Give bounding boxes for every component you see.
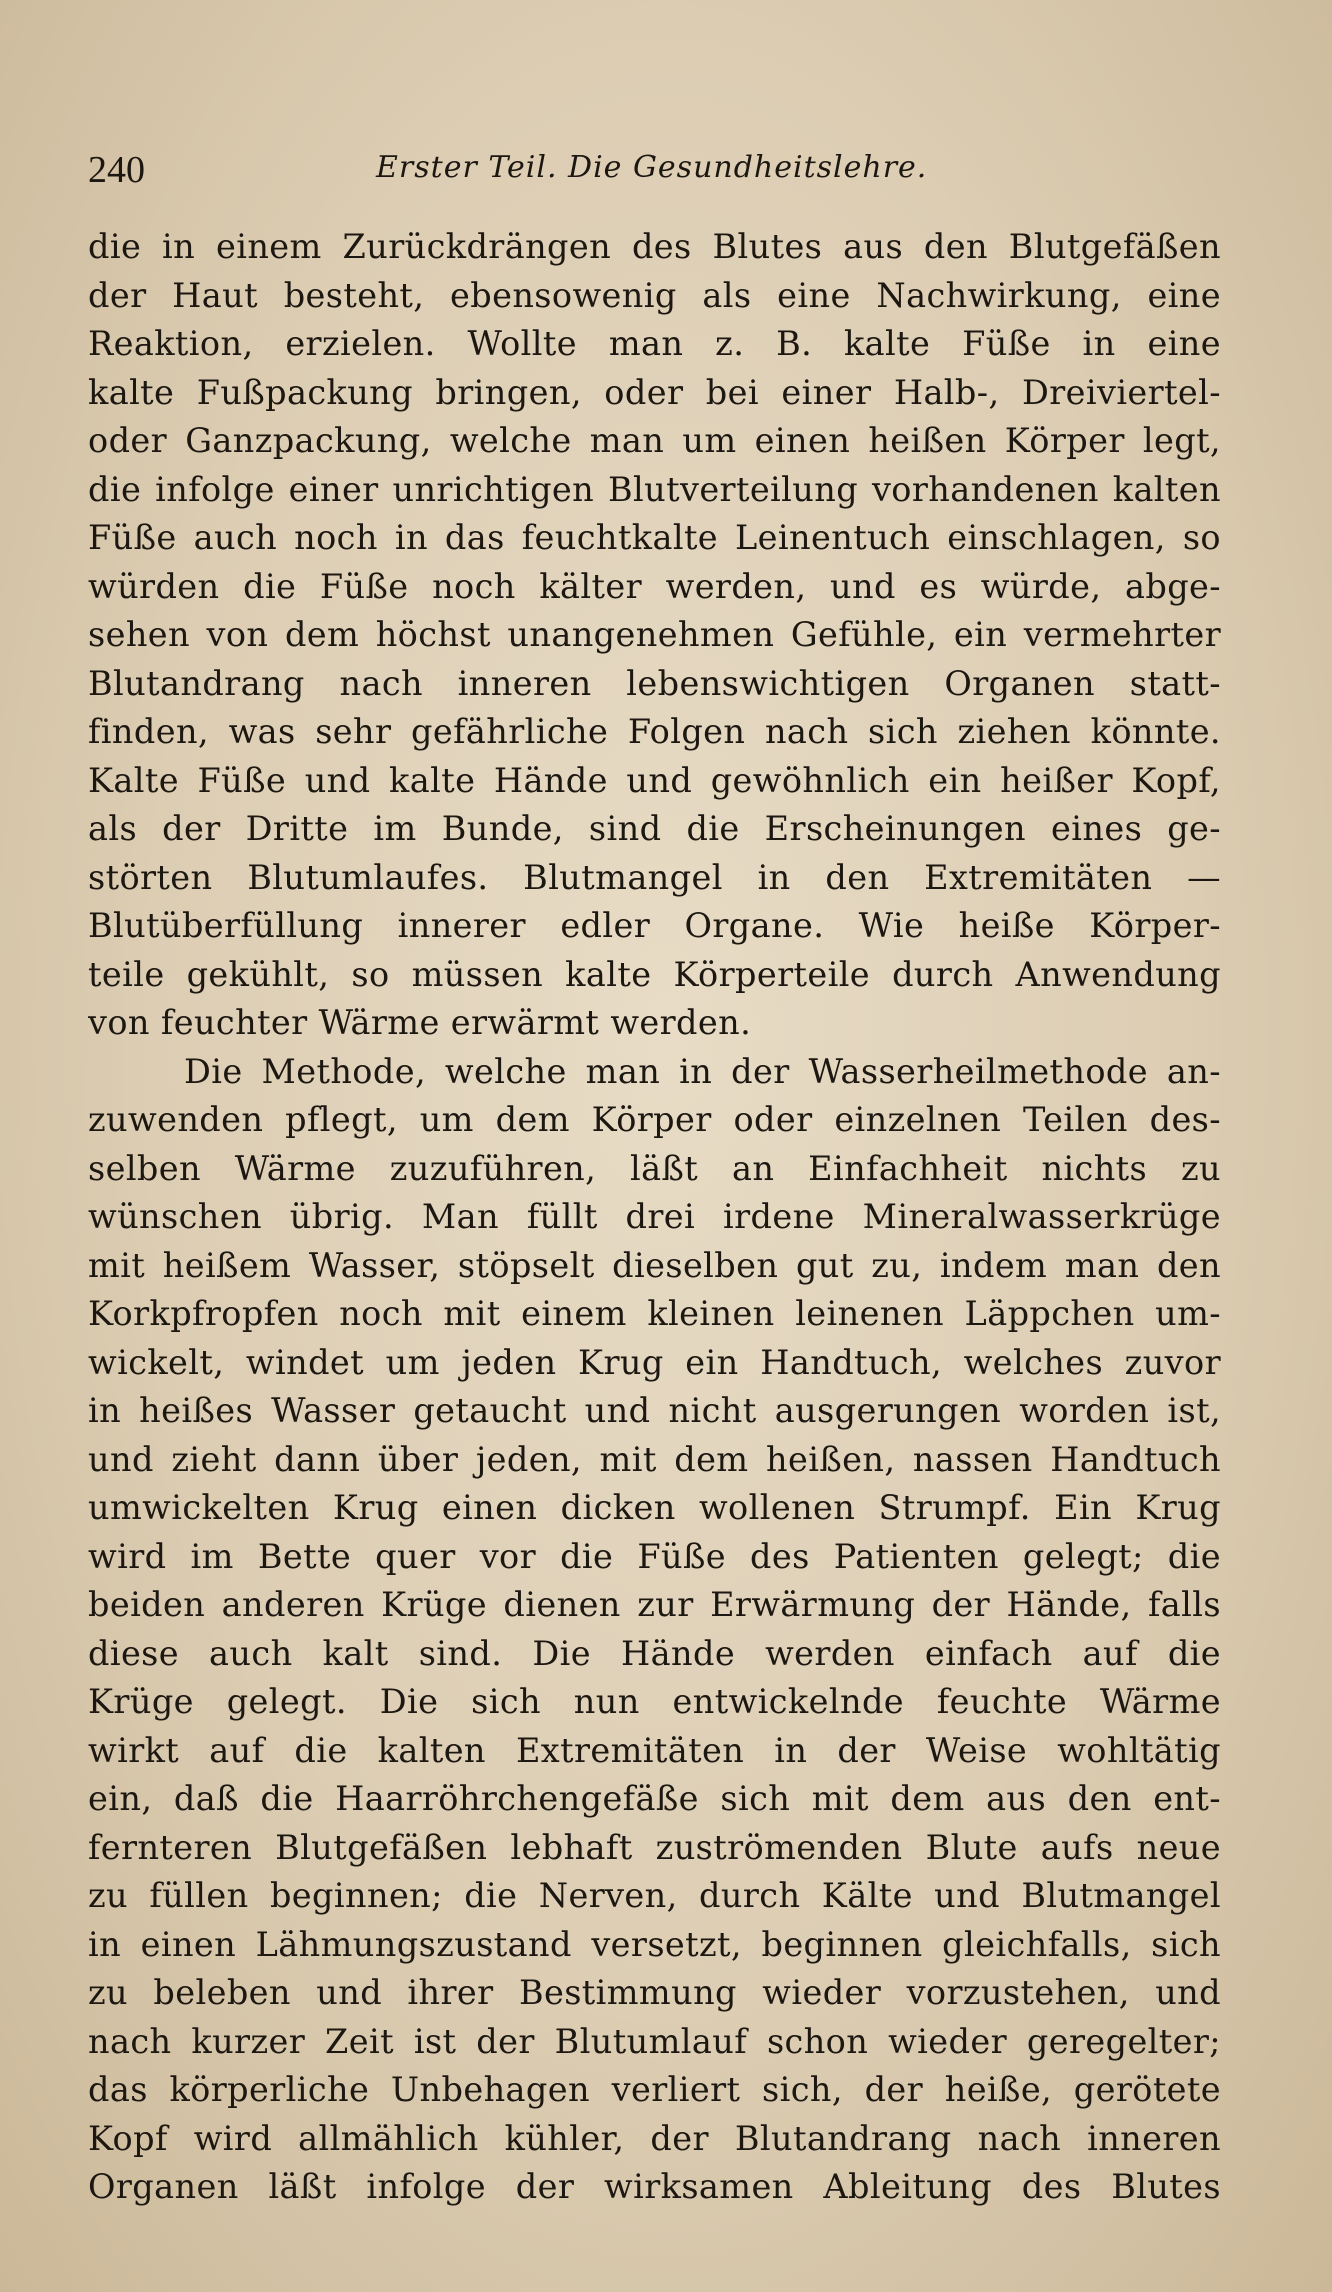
text-line: Kopf wird allmählich kühler, der Blutandrang nach inneren — [88, 2118, 1221, 2158]
text-line: Die Methode, welche man in der Wasserheilmethode an- — [184, 1051, 1221, 1091]
text-line: fernteren Blutgefäßen lebhaft zuströmenden Blute aufs neue — [88, 1827, 1221, 1867]
text-line: mit heißem Wasser, stöpselt dieselben gut zu, indem man den — [88, 1245, 1221, 1285]
text-line: beiden anderen Krüge dienen zur Erwärmung der Hände, falls — [88, 1585, 1221, 1624]
paragraph-1 — [88, 223, 1221, 1048]
text-line: von feuchter Wärme erwärmt werden. — [88, 1003, 752, 1042]
text-line: wickelt, windet um jeden Krug ein Handtuch, welches zuvor — [88, 1342, 1221, 1382]
text-line: umwickelten Krug einen dicken wollenen Strumpf. Ein Krug — [88, 1488, 1221, 1527]
text-line: die in einem Zurückdrängen des Blutes aus den Blutgefäßen — [88, 227, 1221, 266]
text-line: die infolge einer unrichtigen Blutverteilung vorhandenen kalten — [88, 469, 1221, 509]
text-line: Füße auch noch in das feuchtkalte Leinentuch einschlagen, so — [88, 518, 1221, 557]
text-line: nach kurzer Zeit ist der Blutumlauf schon wieder geregelter; — [88, 2021, 1221, 2061]
page-header — [88, 140, 1238, 200]
text-line: Krüge gelegt. Die sich nun entwickelnde feuchte Wärme — [88, 1682, 1221, 1721]
text-line: als der Dritte im Bunde, sind die Erscheinungen eines ge- — [88, 809, 1221, 848]
text-line: das körperliche Unbehagen verliert sich, der heiße, gerötete — [88, 2070, 1221, 2109]
text-line: in heißes Wasser getaucht und nicht ausgerungen worden ist, — [88, 1391, 1221, 1430]
text-line: und zieht dann über jeden, mit dem heißen, nassen Handtuch — [88, 1439, 1221, 1479]
text-line: wünschen übrig. Man füllt drei irdene Mineralwasserkrüge — [88, 1197, 1221, 1236]
text-line: ein, daß die Haarröhrchengefäße sich mit dem aus den ent- — [88, 1779, 1221, 1818]
text-line: störten Blutumlaufes. Blutmangel in den Extremitäten — — [88, 857, 1221, 897]
text-line: teile gekühlt, so müssen kalte Körperteile durch Anwendung — [88, 954, 1221, 994]
text-line: selben Wärme zuzuführen, läßt an Einfachheit nichts zu — [88, 1148, 1221, 1188]
text-line: Reaktion, erzielen. Wollte man z. B. kalte Füße in eine — [88, 324, 1221, 363]
text-line: oder Ganzpackung, welche man um einen heißen Körper legt, — [88, 421, 1221, 460]
text-line: der Haut besteht, ebensowenig als eine Nachwirkung, eine — [88, 275, 1221, 315]
text-line: diese auch kalt sind. Die Hände werden einfach auf die — [88, 1633, 1221, 1673]
text-line: wirkt auf die kalten Extremitäten in der Weise wohltätig — [88, 1730, 1221, 1770]
paragraph-2 — [88, 1048, 1221, 2212]
text-line: Blutüberfüllung innerer edler Organe. Wie heiße Körper- — [88, 906, 1221, 945]
text-line: zu beleben und ihrer Bestimmung wieder vorzustehen, und — [88, 1973, 1221, 2012]
text-line: zu füllen beginnen; die Nerven, durch Kälte und Blutmangel — [88, 1876, 1221, 1915]
text-line: zuwenden pflegt, um dem Körper oder einzelnen Teilen des- — [88, 1100, 1221, 1139]
text-line: Blutandrang nach inneren lebenswichtigen Organen statt- — [88, 663, 1221, 703]
page-number: 240 — [88, 149, 145, 191]
text-line: finden, was sehr gefährliche Folgen nach sich ziehen könnte. — [88, 712, 1221, 751]
text-line: würden die Füße noch kälter werden, und es würde, abge- — [88, 566, 1221, 606]
text-line: Kalte Füße und kalte Hände und gewöhnlich ein heißer Kopf, — [88, 760, 1221, 800]
text-line: Organen läßt infolge der wirksamen Ableitung des Blutes — [88, 2167, 1221, 2206]
running-head: Erster Teil. Die Gesundheitslehre. — [376, 150, 928, 185]
text-line: in einen Lähmungszustand versetzt, beginnen gleichfalls, sich — [88, 1924, 1221, 1964]
page-body — [88, 223, 1221, 2212]
text-line: sehen von dem höchst unangenehmen Gefühle, ein vermehrter — [88, 615, 1221, 654]
text-line: Korkpfropfen noch mit einem kleinen leinenen Läppchen um- — [88, 1294, 1221, 1333]
text-line: kalte Fußpackung bringen, oder bei einer Halb-, Dreiviertel- — [88, 372, 1221, 412]
text-line: wird im Bette quer vor die Füße des Patienten gelegt; die — [88, 1536, 1221, 1576]
